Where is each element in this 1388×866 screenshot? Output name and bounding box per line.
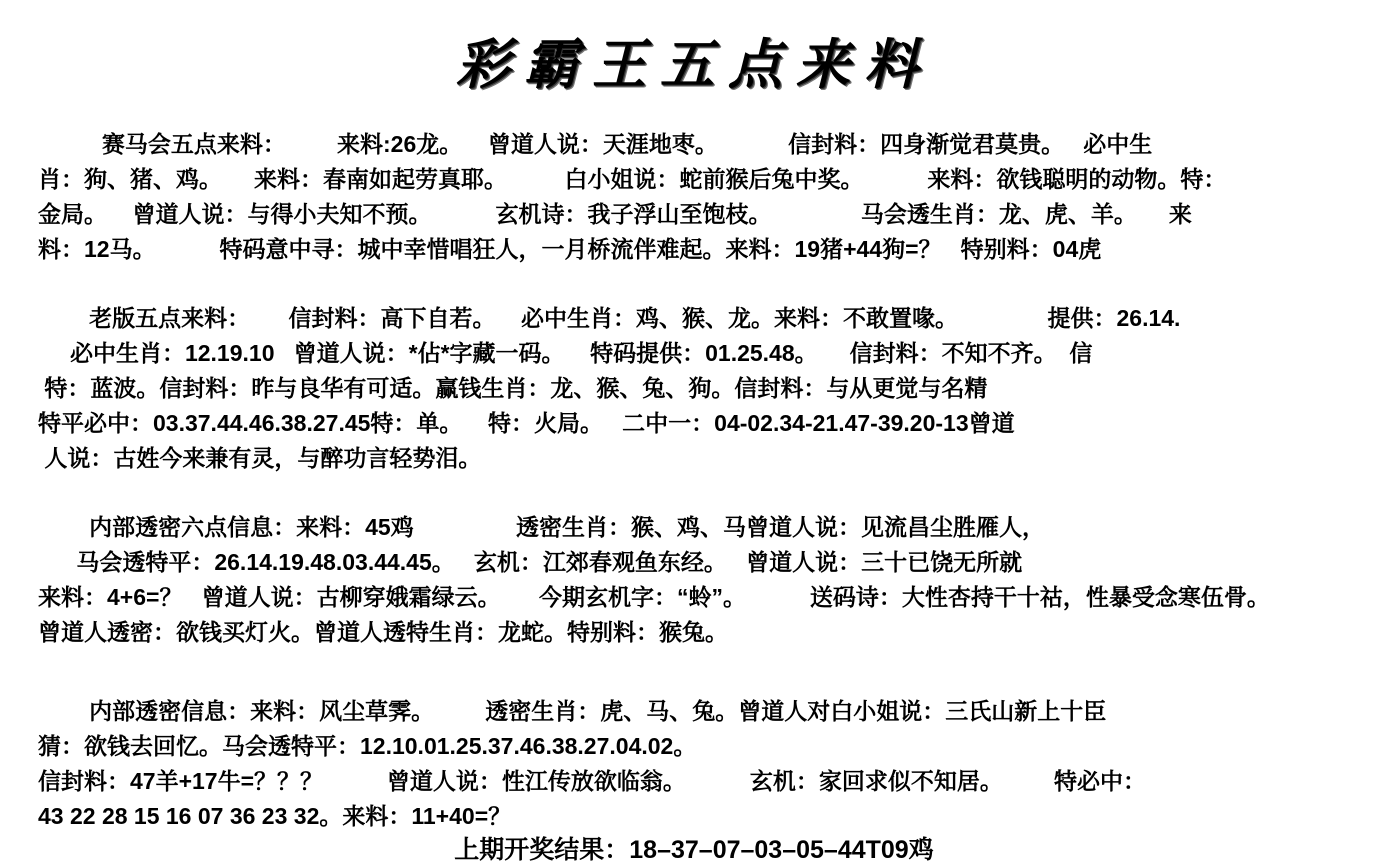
section-divider bbox=[0, 476, 1388, 510]
section-saimahui bbox=[0, 127, 1388, 267]
text-line: 内部透密六点信息：来料：45鸡 透密生肖：猴、鸡、马曾道人说：见流昌尘胜雁人， bbox=[38, 514, 1045, 540]
text-line: 43 22 28 15 16 07 36 23 32。来料：11+40=？ bbox=[38, 803, 512, 829]
text-line: 信封料：47羊+17牛=？？？ 曾道人说：性江传放欲临翁。 玄机：家回求似不知居。 特必中： bbox=[38, 768, 1146, 794]
text-line: 人说：古姓今来兼有灵，与醉功言轻势泪。 bbox=[38, 445, 482, 471]
previous-draw-result: 上期开奖结果：18–37–07–03–05–44T09鸡 bbox=[454, 836, 934, 864]
text-line: 猜：欲钱去回忆。马会透特平：12.10.01.25.37.46.38.27.04.02。 bbox=[38, 733, 697, 759]
text-line: 特平必中：03.37.44.46.38.27.45特：单。 特：火局。 二中一：04-02.34-21.47-39.20-13曾道 bbox=[38, 410, 1015, 436]
section-divider bbox=[0, 650, 1388, 694]
text-line: 曾道人透密：欲钱买灯火。曾道人透特生肖：龙蛇。特别料：猴兔。 bbox=[38, 619, 728, 645]
text-line: 老版五点来料： 信封料：高下自若。 必中生肖：鸡、猴、龙。来料：不敢置喙。 提供：26.14. bbox=[38, 305, 1181, 331]
text-line: 肖：狗、猪、鸡。 来料：春南如起劳真耶。 白小姐说：蛇前猴后兔中奖。 来料：欲钱聪明的动物。特： bbox=[38, 166, 1227, 192]
text-line: 赛马会五点来料： 来料:26龙。 曾道人说：天涯地枣。 信封料：四身渐觉君莫贵。 必中生 bbox=[38, 131, 1153, 157]
text-line: 内部透密信息：来料：风尘草霁。 透密生肖：虎、马、兔。曾道人对白小姐说：三氏山新上十臣 bbox=[38, 698, 1107, 724]
text-line: 来料：4+6=？ 曾道人说：古柳穿娥霜绿云。 今期玄机字：“蛉”。 送码诗：大性杏持干十祜，性暴受念寒伍骨。 bbox=[38, 584, 1270, 610]
text-line: 马会透特平：26.14.19.48.03.44.45。 玄机：江郊春观鱼东经。 曾道人说：三十已饶无所就 bbox=[38, 549, 1023, 575]
section-neibu-toumi bbox=[0, 694, 1388, 834]
section-laoban bbox=[0, 301, 1388, 476]
page-title: 彩霸王五点来料 bbox=[456, 35, 932, 95]
section-divider bbox=[0, 267, 1388, 301]
text-line: 必中生肖：12.19.10 曾道人说：*佔*字藏一码。 特码提供：01.25.48。 信封料：不知不齐。 信 bbox=[38, 340, 1093, 366]
section-neibu-liudian bbox=[0, 510, 1388, 650]
text-line: 金局。 曾道人说：与得小夫知不预。 玄机诗：我子浮山至饱枝。 马会透生肖：龙、虎、羊。 来 bbox=[38, 201, 1192, 227]
text-line: 特：蓝波。信封料：昨与良华有可适。赢钱生肖：龙、猴、兔、狗。信封料：与从更觉与名精 bbox=[38, 375, 988, 401]
text-line: 料：12马。 特码意中寻：城中幸惜唱狂人，一月桥流伴难起。来料：19猪+44狗=？ 特别料：04虎 bbox=[38, 236, 1102, 262]
